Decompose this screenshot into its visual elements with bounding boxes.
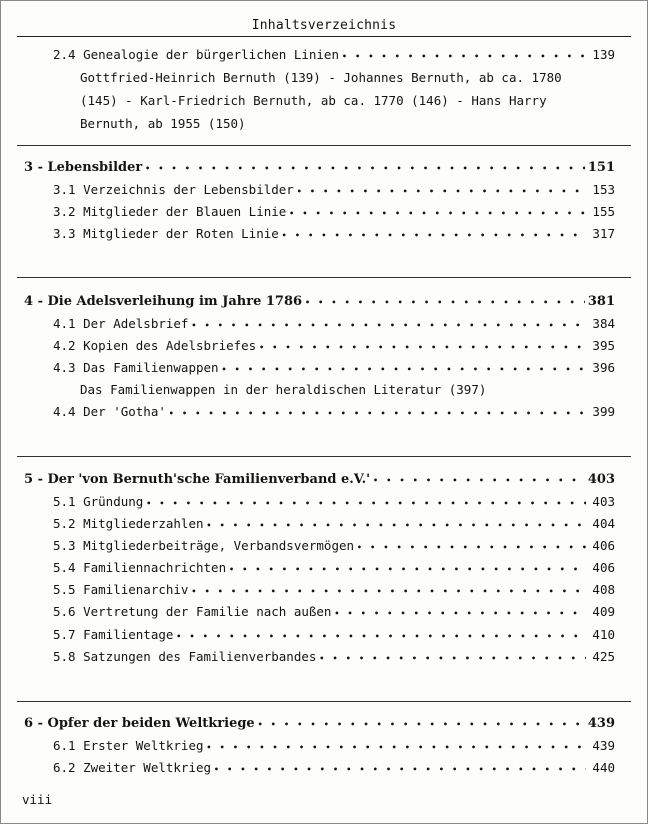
page-number: viii bbox=[22, 792, 53, 807]
toc-entry-label: 3.2 Mitglieder der Blauen Linie bbox=[53, 204, 287, 219]
leader-dots bbox=[145, 159, 585, 174]
leader-dots bbox=[146, 494, 586, 509]
leader-dots bbox=[357, 538, 586, 553]
leader-dots bbox=[373, 471, 585, 486]
toc-entry-3-2 bbox=[53, 204, 615, 222]
leader-dots bbox=[191, 582, 586, 597]
toc-entry-page: 395 bbox=[592, 338, 615, 353]
leader-dots bbox=[191, 316, 586, 331]
leader-dots bbox=[297, 182, 586, 197]
toc-chapter-label: 6 - Opfer der beiden Weltkriege bbox=[24, 716, 255, 731]
toc-chapter-page: 381 bbox=[587, 294, 615, 309]
toc-entry-label: 4.4 Der 'Gotha' bbox=[53, 404, 166, 419]
toc-entry-label: 5.4 Familiennachrichten bbox=[53, 560, 227, 575]
toc-chapter-page: 151 bbox=[587, 160, 615, 175]
toc-entry-label: 2.4 Genealogie der bürgerlichen Linien bbox=[53, 47, 339, 62]
toc-entry-label: 3.3 Mitglieder der Roten Linie bbox=[53, 226, 279, 241]
toc-entry-3-1 bbox=[53, 182, 615, 200]
leader-dots bbox=[282, 226, 586, 241]
toc-entry-page: 408 bbox=[592, 582, 615, 597]
toc-subline: Bernuth, ab 1955 (150) bbox=[80, 116, 246, 131]
toc-entry-page: 440 bbox=[592, 760, 615, 775]
toc-entry-page: 153 bbox=[592, 182, 615, 197]
toc-entry-page: 399 bbox=[592, 404, 615, 419]
toc-entry-4-1 bbox=[53, 316, 615, 334]
leader-dots bbox=[207, 516, 586, 531]
toc-entry-label: 5.6 Vertretung der Familie nach außen bbox=[53, 604, 332, 619]
toc-chapter-6 bbox=[24, 715, 615, 733]
toc-entry-4-4 bbox=[53, 404, 615, 422]
toc-entry-label: 3.1 Verzeichnis der Lebensbilder bbox=[53, 182, 294, 197]
toc-entry-label: 5.5 Familienarchiv bbox=[53, 582, 189, 597]
toc-chapter-5 bbox=[24, 471, 615, 489]
leader-dots bbox=[334, 604, 586, 619]
toc-entry-6-1 bbox=[53, 738, 615, 756]
section-separator bbox=[17, 701, 631, 702]
toc-entry-page: 425 bbox=[592, 649, 615, 664]
toc-entry-label: 4.2 Kopien des Adelsbriefes bbox=[53, 338, 257, 353]
toc-entry-label: 5.3 Mitgliederbeiträge, Verbandsvermögen bbox=[53, 538, 355, 553]
toc-chapter-page: 439 bbox=[587, 716, 615, 731]
toc-subline: (145) - Karl-Friedrich Bernuth, ab ca. 1770 (146) - Hans Harry bbox=[80, 93, 547, 108]
toc-entry-page: 409 bbox=[592, 604, 615, 619]
toc-entry-5-6 bbox=[53, 604, 615, 622]
toc-entry-page: 410 bbox=[592, 627, 615, 642]
toc-entry-page: 384 bbox=[592, 316, 615, 331]
leader-dots bbox=[214, 760, 586, 775]
leader-dots bbox=[319, 649, 586, 664]
toc-entry-label: 5.1 Gründung bbox=[53, 494, 144, 509]
toc-entry-5-4 bbox=[53, 560, 615, 578]
toc-subline: Das Familienwappen in der heraldischen Literatur (397) bbox=[80, 382, 487, 397]
leader-dots bbox=[305, 293, 585, 308]
toc-chapter-3 bbox=[24, 159, 615, 177]
toc-chapter-page: 403 bbox=[587, 472, 615, 487]
section-separator bbox=[17, 456, 631, 457]
header-rule bbox=[17, 36, 631, 37]
toc-entry-5-7 bbox=[53, 627, 615, 645]
toc-entry-label: 4.1 Der Adelsbrief bbox=[53, 316, 189, 331]
toc-entry-5-2 bbox=[53, 516, 615, 534]
toc-entry-page: 155 bbox=[592, 204, 615, 219]
toc-entry-5-8 bbox=[53, 649, 615, 667]
toc-entry-page: 396 bbox=[592, 360, 615, 375]
toc-entry-5-3 bbox=[53, 538, 615, 556]
toc-entry-label: 5.8 Satzungen des Familienverbandes bbox=[53, 649, 317, 664]
toc-entry-label: 5.2 Mitgliederzahlen bbox=[53, 516, 204, 531]
page-header-title: Inhaltsverzeichnis bbox=[251, 18, 397, 33]
toc-entry-page: 139 bbox=[592, 47, 615, 62]
toc-subline: Gottfried-Heinrich Bernuth (139) - Johannes Bernuth, ab ca. 1780 bbox=[80, 70, 562, 85]
toc-entry-label: 6.1 Erster Weltkrieg bbox=[53, 738, 204, 753]
toc-entry-page: 403 bbox=[592, 494, 615, 509]
toc-entry-6-2 bbox=[53, 760, 615, 778]
leader-dots bbox=[258, 715, 585, 730]
leader-dots bbox=[207, 738, 586, 753]
toc-entry-page: 404 bbox=[592, 516, 615, 531]
toc-entry-2-4 bbox=[53, 47, 615, 65]
toc-entry-4-2 bbox=[53, 338, 615, 356]
toc-entry-page: 317 bbox=[592, 226, 615, 241]
toc-entry-label: 5.7 Familientage bbox=[53, 627, 174, 642]
leader-dots bbox=[229, 560, 586, 575]
toc-entry-page: 439 bbox=[592, 738, 615, 753]
toc-entry-5-5 bbox=[53, 582, 615, 600]
leader-dots bbox=[259, 338, 586, 353]
toc-chapter-4 bbox=[24, 293, 615, 311]
toc-entry-page: 406 bbox=[592, 538, 615, 553]
toc-entry-3-3 bbox=[53, 226, 615, 244]
leader-dots bbox=[169, 404, 586, 419]
toc-entry-5-1 bbox=[53, 494, 615, 512]
toc-chapter-label: 5 - Der 'von Bernuth'sche Familienverband e.V.' bbox=[24, 472, 371, 487]
leader-dots bbox=[222, 360, 586, 375]
toc-entry-page: 406 bbox=[592, 560, 615, 575]
leader-dots bbox=[289, 204, 586, 219]
section-separator bbox=[17, 277, 631, 278]
toc-entry-label: 4.3 Das Familienwappen bbox=[53, 360, 219, 375]
leader-dots bbox=[176, 627, 586, 642]
toc-entry-label: 6.2 Zweiter Weltkrieg bbox=[53, 760, 212, 775]
toc-entry-4-3 bbox=[53, 360, 615, 378]
leader-dots bbox=[342, 47, 586, 62]
toc-chapter-label: 3 - Lebensbilder bbox=[24, 160, 143, 175]
toc-chapter-label: 4 - Die Adelsverleihung im Jahre 1786 bbox=[24, 294, 303, 309]
section-separator bbox=[17, 145, 631, 146]
